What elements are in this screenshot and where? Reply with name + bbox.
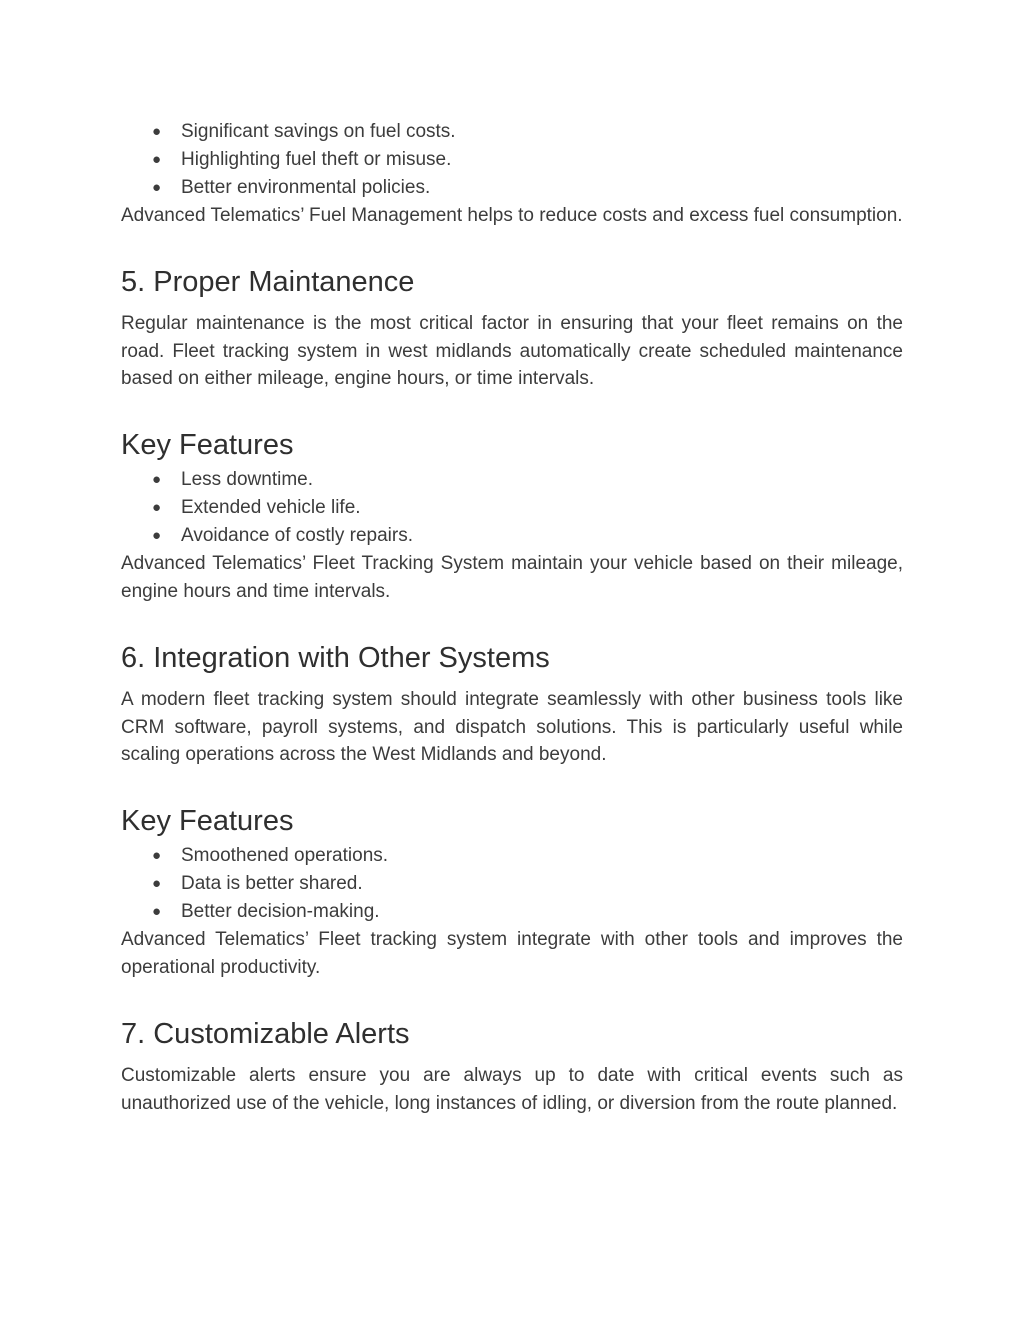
- bullet-icon: ●: [152, 471, 162, 489]
- fuel-benefits-list: [121, 118, 903, 202]
- section-5-paragraph: Regular maintenance is the most critical factor in ensuring that your fleet remains on the road. Fleet tracking system in west midlands automatically create scheduled maintenance based on either mileage, engine hours, or time intervals.: [121, 312, 903, 390]
- bullet-icon: ●: [152, 123, 162, 140]
- bullet-icon: ●: [152, 527, 162, 545]
- bullet-icon: ●: [152, 499, 162, 517]
- document-page: [121, 118, 903, 1117]
- integration-summary-paragraph: Advanced Telematics’ Fleet tracking system integrate with other tools and improves the operational productivity.: [121, 929, 903, 978]
- bullet-icon: ●: [152, 903, 162, 921]
- list-item: ● Less downtime.: [121, 466, 903, 494]
- section-7-heading: 7. Customizable Alerts: [121, 1017, 410, 1050]
- list-item: ● Data is better shared.: [121, 870, 903, 898]
- list-item: ● Highlighting fuel theft or misuse.: [121, 146, 903, 174]
- list-item: ● Smoothened operations.: [121, 842, 903, 870]
- list-item: ● Extended vehicle life.: [121, 494, 903, 522]
- maintenance-features-list: [121, 466, 903, 550]
- section-5-heading: 5. Proper Maintanence: [121, 265, 415, 298]
- key-features-heading: Key Features: [121, 429, 294, 462]
- list-item: ● Better decision-making.: [121, 898, 903, 926]
- list-item: ● Significant savings on fuel costs.: [121, 118, 903, 146]
- bullet-icon: ●: [152, 875, 162, 893]
- section-6-paragraph: A modern fleet tracking system should integrate seamlessly with other business tools like CRM software, payroll systems, and dispatch solutions. This is particularly useful while scaling operations across the West Midlands and beyond.: [121, 688, 903, 766]
- section-6-heading: 6. Integration with Other Systems: [121, 641, 550, 674]
- section-7-paragraph: Customizable alerts ensure you are always up to date with critical events such as unauthorized use of the vehicle, long instances of idling, or diversion from the route planned.: [121, 1064, 903, 1114]
- maintenance-summary-paragraph: Advanced Telematics’ Fleet Tracking System maintain your vehicle based on their mileage, engine hours and time intervals.: [121, 553, 903, 602]
- bullet-icon: ●: [152, 151, 162, 168]
- list-item: ● Avoidance of costly repairs.: [121, 522, 903, 550]
- bullet-icon: ●: [152, 847, 162, 865]
- bullet-icon: ●: [152, 179, 162, 196]
- list-item: ● Better environmental policies.: [121, 174, 903, 202]
- fuel-summary-paragraph: Advanced Telematics’ Fuel Management helps to reduce costs and excess fuel consumption.: [121, 205, 903, 226]
- integration-features-list: [121, 842, 903, 926]
- key-features-heading: Key Features: [121, 805, 294, 838]
